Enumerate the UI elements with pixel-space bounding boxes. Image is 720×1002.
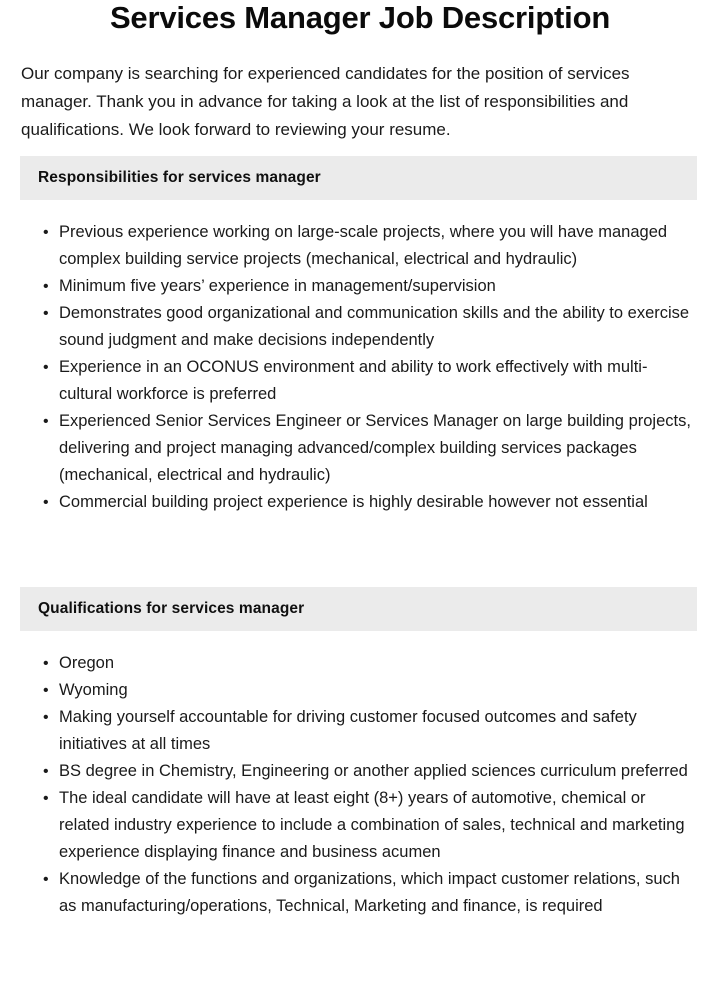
qualifications-list — [0, 650, 700, 920]
bullet-icon: • — [43, 305, 49, 322]
section-heading-label: Qualifications for services manager — [38, 600, 305, 617]
bullet-icon: • — [43, 359, 49, 376]
bullet-icon: • — [43, 224, 49, 241]
list-item-text: Knowledge of the functions and organizations, which impact customer relations, such as manufacturing/operations, Technical, Marketing and finance, is required — [59, 870, 680, 915]
section-header-responsibilities — [20, 156, 697, 200]
list-item-text: Experience in an OCONUS environment and ability to work effectively with multi-cultural workforce is preferred — [59, 358, 648, 403]
bullet-icon: • — [43, 278, 49, 295]
list-item — [0, 866, 700, 920]
list-item — [0, 489, 700, 516]
list-item-text: BS degree in Chemistry, Engineering or another applied sciences curriculum preferred — [59, 762, 688, 780]
bullet-icon: • — [43, 682, 49, 699]
list-item-text: Experienced Senior Services Engineer or Services Manager on large building projects, delivering and project managing advanced/complex building services packages (mechanical, electrical and hydraulic) — [59, 412, 691, 484]
list-item — [0, 758, 700, 785]
list-item-text: The ideal candidate will have at least eight (8+) years of automotive, chemical or related industry experience to include a combination of sales, technical and marketing experience displaying finance and business acumen — [59, 789, 685, 861]
responsibilities-list — [0, 219, 700, 516]
list-item — [0, 704, 700, 758]
list-item-text: Previous experience working on large-scale projects, where you will have managed complex building service projects (mechanical, electrical and hydraulic) — [59, 223, 668, 268]
list-item-text: Demonstrates good organizational and communication skills and the ability to exercise sound judgment and make decisions independently — [59, 304, 690, 349]
list-item — [0, 408, 700, 489]
bullet-icon: • — [43, 763, 49, 780]
bullet-icon: • — [43, 655, 49, 672]
list-item-text: Making yourself accountable for driving customer focused outcomes and safety initiatives at all times — [59, 708, 637, 753]
list-item-text: Minimum five years’ experience in management/supervision — [59, 277, 496, 295]
section-heading-label: Responsibilities for services manager — [38, 169, 321, 186]
list-item-text: Oregon — [59, 654, 115, 672]
list-item — [0, 650, 700, 677]
page-title: Services Manager Job Description — [109, 0, 611, 35]
bullet-icon: • — [43, 871, 49, 888]
list-item-text: Commercial building project experience is highly desirable however not essential — [59, 493, 648, 511]
bullet-icon: • — [43, 413, 49, 430]
section-header-qualifications — [20, 587, 697, 631]
list-item — [0, 354, 700, 408]
list-item — [0, 785, 700, 866]
intro-paragraph: Our company is searching for experienced candidates for the position of services manager. Thank you in advance for taking a look at the list of responsibilities and qualifications. We look forward to reviewing your resume. — [21, 64, 630, 139]
list-item — [0, 219, 700, 273]
bullet-icon: • — [43, 709, 49, 726]
bullet-icon: • — [43, 494, 49, 511]
list-item — [0, 273, 700, 300]
list-item-text: Wyoming — [59, 681, 128, 699]
list-item — [0, 677, 700, 704]
bullet-icon: • — [43, 790, 49, 807]
list-item — [0, 300, 700, 354]
